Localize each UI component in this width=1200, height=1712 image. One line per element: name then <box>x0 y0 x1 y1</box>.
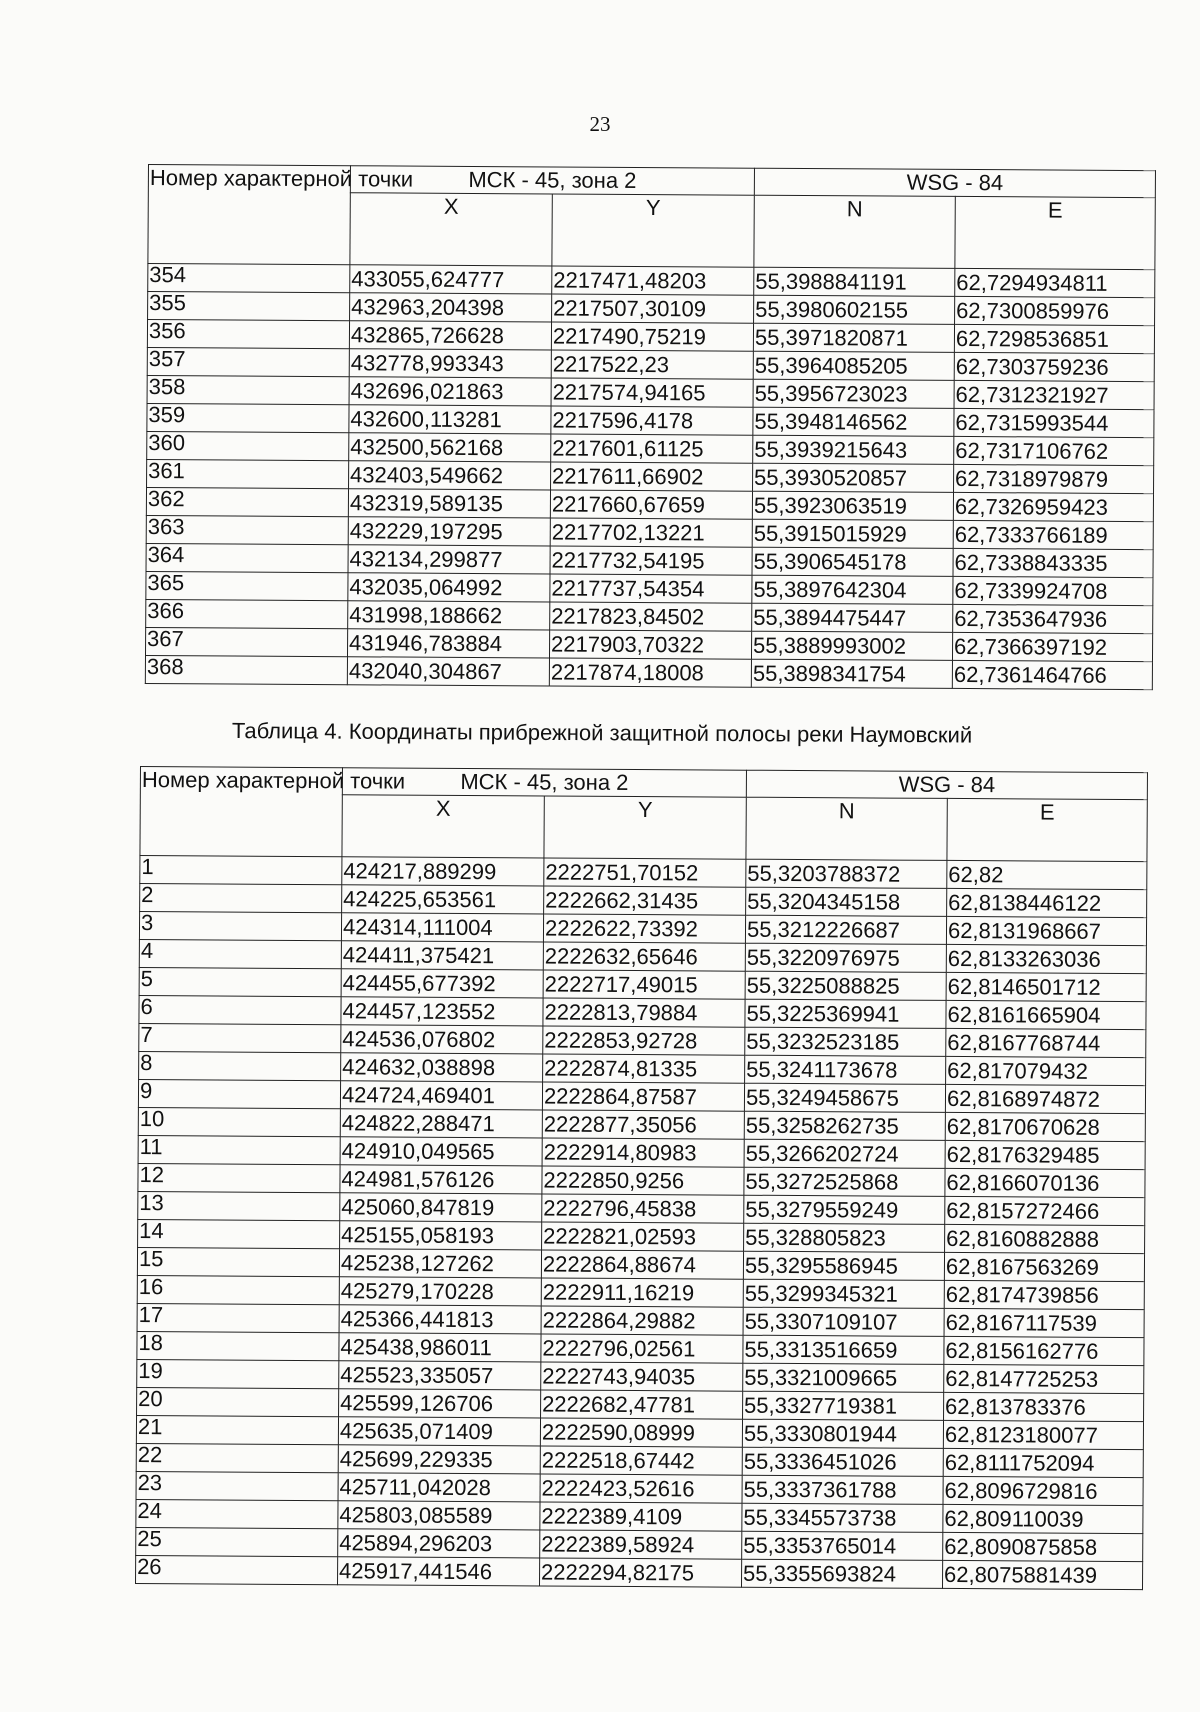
x-cell: 425635,071409 <box>338 1417 540 1446</box>
point-number-cell: 362 <box>146 487 348 516</box>
point-number-cell: 364 <box>146 543 348 572</box>
y-cell: 2222751,70152 <box>544 858 746 887</box>
x-cell: 432134,299877 <box>348 545 550 574</box>
header-point-number: Номер характерной точки <box>148 165 351 265</box>
point-number-cell: 2 <box>140 884 342 913</box>
point-number-cell: 16 <box>137 1275 339 1304</box>
x-cell: 432696,021863 <box>349 377 551 406</box>
e-cell: 62,8146501712 <box>946 972 1146 1001</box>
x-cell: 425803,085589 <box>338 1501 540 1530</box>
y-cell: 2217660,67659 <box>550 490 752 519</box>
e-cell: 62,813783376 <box>944 1392 1144 1421</box>
e-cell: 62,7361464766 <box>952 660 1152 689</box>
e-cell: 62,817079432 <box>946 1056 1146 1085</box>
e-cell: 62,8166070136 <box>945 1168 1145 1197</box>
e-cell: 62,7339924708 <box>953 576 1153 605</box>
y-cell: 2217737,54354 <box>550 574 752 603</box>
e-cell: 62,8174739856 <box>944 1280 1144 1309</box>
page-number: 23 <box>589 112 611 136</box>
e-cell: 62,8138446122 <box>947 888 1147 917</box>
e-cell: 62,809110039 <box>943 1504 1143 1533</box>
point-number-cell: 17 <box>137 1303 339 1332</box>
header-e: E <box>955 196 1155 270</box>
point-number-cell: 4 <box>139 939 341 968</box>
y-cell: 2222813,79884 <box>543 998 745 1027</box>
x-cell: 424314,111004 <box>341 913 543 942</box>
x-cell: 425599,126706 <box>339 1389 541 1418</box>
x-cell: 425711,042028 <box>338 1473 540 1502</box>
point-number-cell: 355 <box>148 292 350 321</box>
y-cell: 2222423,52616 <box>540 1474 742 1503</box>
header-point-number: Номер характерной точки <box>140 767 343 857</box>
x-cell: 424455,677392 <box>341 969 543 998</box>
y-cell: 2217823,84502 <box>550 602 752 631</box>
point-number-cell: 26 <box>136 1555 338 1584</box>
x-cell: 432040,304867 <box>347 657 549 686</box>
y-cell: 2217490,75219 <box>551 322 753 351</box>
x-cell: 425155,058193 <box>340 1221 542 1250</box>
header-y: Y <box>552 194 754 268</box>
y-cell: 2222864,29882 <box>541 1306 743 1335</box>
n-cell: 55,3232523185 <box>745 1027 946 1056</box>
e-cell: 62,8123180077 <box>943 1420 1143 1449</box>
header-x: X <box>350 192 552 266</box>
n-cell: 55,3272525868 <box>744 1167 945 1196</box>
header-x: X <box>342 794 544 858</box>
y-cell: 2222590,08999 <box>540 1418 742 1447</box>
header-y: Y <box>544 796 746 860</box>
x-cell: 424981,576126 <box>340 1165 542 1194</box>
n-cell: 55,3898341754 <box>751 659 952 688</box>
e-cell: 62,7366397192 <box>952 632 1152 661</box>
point-number-cell: 21 <box>136 1415 338 1444</box>
point-number-cell: 363 <box>146 515 348 544</box>
e-cell: 62,8133263036 <box>946 944 1146 973</box>
n-cell: 55,3279559249 <box>744 1195 945 1224</box>
table-row <box>145 655 1152 689</box>
y-cell: 2222796,45838 <box>542 1194 744 1223</box>
n-cell: 55,3266202724 <box>744 1139 945 1168</box>
point-number-cell: 7 <box>139 1023 341 1052</box>
x-cell: 424411,375421 <box>341 941 543 970</box>
y-cell: 2217522,23 <box>551 350 753 379</box>
table-row <box>136 1555 1143 1589</box>
y-cell: 2222622,73392 <box>543 914 745 943</box>
x-cell: 425699,229335 <box>338 1445 540 1474</box>
y-cell: 2222821,02593 <box>542 1222 744 1251</box>
x-cell: 424632,038898 <box>341 1053 543 1082</box>
point-number-cell: 15 <box>137 1247 339 1276</box>
n-cell: 55,3964085205 <box>753 351 954 380</box>
coordinates-table-continued <box>145 164 1156 690</box>
n-cell: 55,3327719381 <box>743 1391 944 1420</box>
e-cell: 62,7315993544 <box>954 408 1154 437</box>
x-cell: 432403,549662 <box>349 461 551 490</box>
n-cell: 55,3258262735 <box>744 1111 945 1140</box>
point-number-cell: 354 <box>148 264 350 293</box>
header-msk: МСК - 45, зона 2 <box>350 166 754 195</box>
n-cell: 55,3337361788 <box>742 1475 943 1504</box>
x-cell: 431998,188662 <box>348 601 550 630</box>
n-cell: 55,3988841191 <box>754 267 955 296</box>
e-cell: 62,8096729816 <box>943 1476 1143 1505</box>
x-cell: 432229,197295 <box>348 517 550 546</box>
e-cell: 62,7298536851 <box>954 324 1154 353</box>
y-cell: 2222874,81335 <box>543 1054 745 1083</box>
e-cell: 62,8176329485 <box>945 1140 1145 1169</box>
e-cell: 62,7326959423 <box>953 492 1153 521</box>
x-cell: 424217,889299 <box>342 857 544 886</box>
n-cell: 55,3295586945 <box>743 1251 944 1280</box>
e-cell: 62,8167563269 <box>944 1252 1144 1281</box>
x-cell: 425279,170228 <box>339 1277 541 1306</box>
n-cell: 55,3939215643 <box>753 435 954 464</box>
table-caption: Таблица 4. Координаты прибрежной защитной полосы реки Наумовский <box>231 718 973 748</box>
x-cell: 431946,783884 <box>347 629 549 658</box>
point-number-cell: 356 <box>147 320 349 349</box>
point-number-cell: 12 <box>138 1163 340 1192</box>
n-cell: 55,3894475447 <box>752 603 953 632</box>
e-cell: 62,8160882888 <box>945 1224 1145 1253</box>
e-cell: 62,8167768744 <box>946 1028 1146 1057</box>
y-cell: 2217601,61125 <box>551 434 753 463</box>
point-number-cell: 359 <box>147 403 349 432</box>
y-cell: 2222662,31435 <box>544 886 746 915</box>
header-e: E <box>947 798 1147 862</box>
x-cell: 425366,441813 <box>339 1305 541 1334</box>
x-cell: 424724,469401 <box>340 1081 542 1110</box>
y-cell: 2217574,94165 <box>551 378 753 407</box>
y-cell: 2222877,35056 <box>542 1110 744 1139</box>
point-number-cell: 8 <box>139 1051 341 1080</box>
n-cell: 55,3889993002 <box>751 631 952 660</box>
n-cell: 55,3299345321 <box>743 1279 944 1308</box>
x-cell: 425523,335057 <box>339 1361 541 1390</box>
y-cell: 2222914,80983 <box>542 1138 744 1167</box>
n-cell: 55,3203788372 <box>746 859 947 888</box>
x-cell: 425060,847819 <box>340 1193 542 1222</box>
e-cell: 62,7338843335 <box>953 548 1153 577</box>
e-cell: 62,7300859976 <box>955 296 1155 325</box>
n-cell: 55,3897642304 <box>752 575 953 604</box>
e-cell: 62,8131968667 <box>946 916 1146 945</box>
n-cell: 55,3204345158 <box>746 887 947 916</box>
x-cell: 424225,653561 <box>342 885 544 914</box>
y-cell: 2222864,88674 <box>541 1250 743 1279</box>
n-cell: 55,3948146562 <box>753 407 954 436</box>
x-cell: 432035,064992 <box>348 573 550 602</box>
e-cell: 62,7318979879 <box>954 464 1154 493</box>
point-number-cell: 19 <box>137 1359 339 1388</box>
point-number-cell: 6 <box>139 995 341 1024</box>
e-cell: 62,7294934811 <box>955 268 1155 297</box>
y-cell: 2217611,66902 <box>551 462 753 491</box>
e-cell: 62,82 <box>947 860 1147 889</box>
coordinates-table-naumovsky <box>135 766 1148 1590</box>
x-cell: 425438,986011 <box>339 1333 541 1362</box>
n-cell: 55,3345573738 <box>742 1503 943 1532</box>
n-cell: 55,3980602155 <box>754 295 955 324</box>
point-number-cell: 20 <box>137 1387 339 1416</box>
x-cell: 432500,562168 <box>349 433 551 462</box>
header-msk: МСК - 45, зона 2 <box>342 768 746 797</box>
y-cell: 2222796,02561 <box>541 1334 743 1363</box>
e-cell: 62,8090875858 <box>943 1532 1143 1561</box>
e-cell: 62,7312321927 <box>954 380 1154 409</box>
point-number-cell: 9 <box>138 1079 340 1108</box>
y-cell: 2217702,13221 <box>550 518 752 547</box>
y-cell: 2222389,4109 <box>540 1502 742 1531</box>
n-cell: 55,3212226687 <box>745 915 946 944</box>
point-number-cell: 360 <box>147 431 349 460</box>
e-cell: 62,8168974872 <box>945 1084 1145 1113</box>
x-cell: 424536,076802 <box>341 1025 543 1054</box>
x-cell: 432600,113281 <box>349 405 551 434</box>
y-cell: 2217507,30109 <box>552 294 754 323</box>
n-cell: 55,3330801944 <box>742 1419 943 1448</box>
y-cell: 2222911,16219 <box>541 1278 743 1307</box>
point-number-cell: 18 <box>137 1331 339 1360</box>
x-cell: 424822,288471 <box>340 1109 542 1138</box>
point-number-cell: 357 <box>147 347 349 376</box>
e-cell: 62,8170670628 <box>945 1112 1145 1141</box>
n-cell: 55,3220976975 <box>745 943 946 972</box>
y-cell: 2222850,9256 <box>542 1166 744 1195</box>
e-cell: 62,8156162776 <box>944 1336 1144 1365</box>
e-cell: 62,8161665904 <box>946 1000 1146 1029</box>
n-cell: 55,3956723023 <box>753 379 954 408</box>
point-number-cell: 13 <box>138 1191 340 1220</box>
e-cell: 62,7317106762 <box>954 436 1154 465</box>
point-number-cell: 5 <box>139 967 341 996</box>
n-cell: 55,3225088825 <box>745 971 946 1000</box>
header-wsg: WSG - 84 <box>746 770 1147 799</box>
point-number-cell: 10 <box>138 1107 340 1136</box>
y-cell: 2222853,92728 <box>543 1026 745 1055</box>
n-cell: 55,3249458675 <box>744 1083 945 1112</box>
point-number-cell: 367 <box>145 627 347 656</box>
x-cell: 432963,204398 <box>350 293 552 322</box>
n-cell: 55,3923063519 <box>752 491 953 520</box>
header-wsg: WSG - 84 <box>754 168 1155 197</box>
x-cell: 425238,127262 <box>339 1249 541 1278</box>
e-cell: 62,7303759236 <box>954 352 1154 381</box>
n-cell: 55,3321009665 <box>743 1363 944 1392</box>
x-cell: 432865,726628 <box>349 321 551 350</box>
x-cell: 425894,296203 <box>338 1529 540 1558</box>
y-cell: 2217903,70322 <box>549 630 751 659</box>
y-cell: 2222518,67442 <box>540 1446 742 1475</box>
n-cell: 55,3906545178 <box>752 547 953 576</box>
point-number-cell: 366 <box>146 599 348 628</box>
n-cell: 55,3353765014 <box>742 1531 943 1560</box>
x-cell: 432778,993343 <box>349 349 551 378</box>
point-number-cell: 1 <box>140 856 342 885</box>
e-cell: 62,7353647936 <box>953 604 1153 633</box>
n-cell: 55,3971820871 <box>753 323 954 352</box>
e-cell: 62,8075881439 <box>942 1560 1142 1589</box>
point-number-cell: 368 <box>145 655 347 684</box>
header-n: N <box>754 195 955 269</box>
e-cell: 62,7333766189 <box>953 520 1153 549</box>
x-cell: 424457,123552 <box>341 997 543 1026</box>
n-cell: 55,3930520857 <box>753 463 954 492</box>
point-number-cell: 11 <box>138 1135 340 1164</box>
point-number-cell: 361 <box>147 459 349 488</box>
point-number-cell: 25 <box>136 1527 338 1556</box>
n-cell: 55,3307109107 <box>743 1307 944 1336</box>
point-number-cell: 22 <box>136 1443 338 1472</box>
x-cell: 424910,049565 <box>340 1137 542 1166</box>
y-cell: 2217471,48203 <box>552 266 754 295</box>
n-cell: 55,328805823 <box>744 1223 945 1252</box>
e-cell: 62,8157272466 <box>945 1196 1145 1225</box>
e-cell: 62,8111752094 <box>943 1448 1143 1477</box>
point-number-cell: 24 <box>136 1499 338 1528</box>
y-cell: 2222682,47781 <box>541 1390 743 1419</box>
point-number-cell: 23 <box>136 1471 338 1500</box>
y-cell: 2222294,82175 <box>539 1558 741 1587</box>
y-cell: 2217732,54195 <box>550 546 752 575</box>
x-cell: 432319,589135 <box>348 489 550 518</box>
y-cell: 2217874,18008 <box>549 658 751 687</box>
n-cell: 55,3915015929 <box>752 519 953 548</box>
point-number-cell: 14 <box>138 1219 340 1248</box>
e-cell: 62,8167117539 <box>944 1308 1144 1337</box>
point-number-cell: 3 <box>139 912 341 941</box>
x-cell: 433055,624777 <box>350 265 552 294</box>
y-cell: 2222743,94035 <box>541 1362 743 1391</box>
n-cell: 55,3336451026 <box>742 1447 943 1476</box>
y-cell: 2222632,65646 <box>543 942 745 971</box>
point-number-cell: 365 <box>146 571 348 600</box>
y-cell: 2222864,87587 <box>542 1082 744 1111</box>
n-cell: 55,3313516659 <box>743 1335 944 1364</box>
y-cell: 2217596,4178 <box>551 406 753 435</box>
e-cell: 62,8147725253 <box>944 1364 1144 1393</box>
y-cell: 2222717,49015 <box>543 970 745 999</box>
y-cell: 2222389,58924 <box>540 1530 742 1559</box>
point-number-cell: 358 <box>147 375 349 404</box>
n-cell: 55,3355693824 <box>741 1559 942 1588</box>
n-cell: 55,3225369941 <box>745 999 946 1028</box>
header-n: N <box>746 797 947 861</box>
x-cell: 425917,441546 <box>338 1557 540 1586</box>
n-cell: 55,3241173678 <box>745 1055 946 1084</box>
